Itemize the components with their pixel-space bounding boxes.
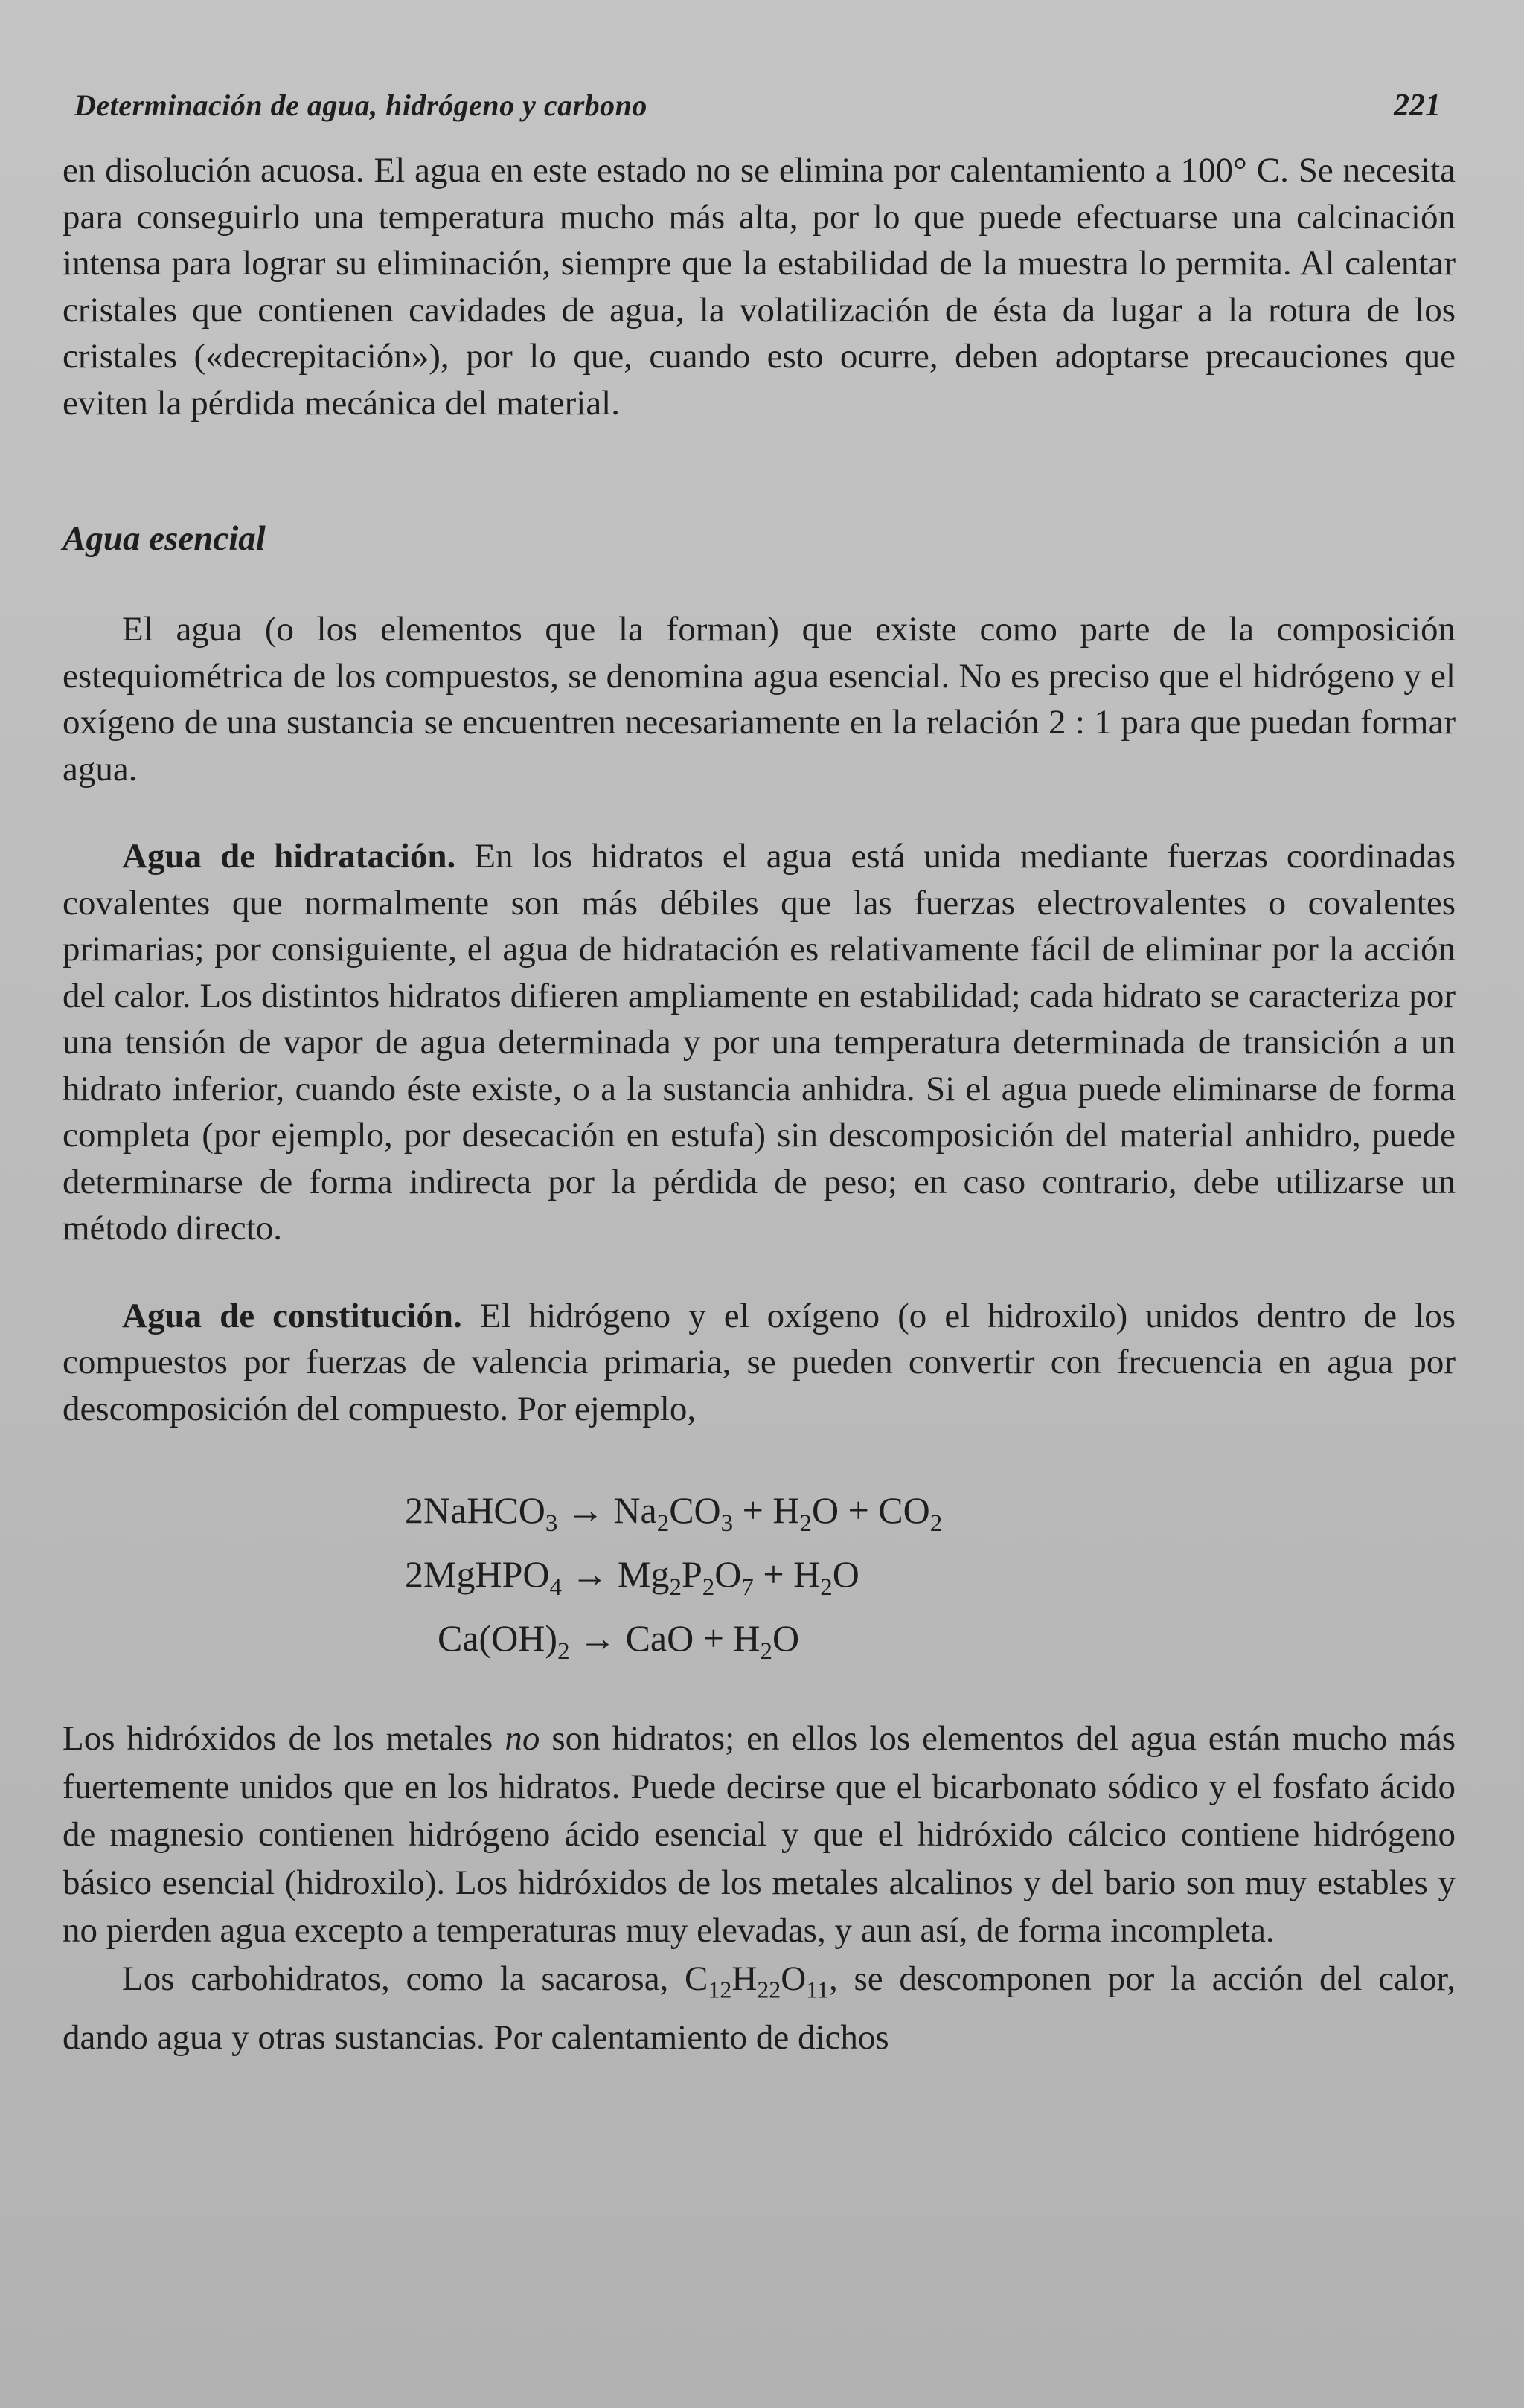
constitution-label: Agua de constitución. xyxy=(122,1296,462,1335)
hydration-text: En los hidratos el agua está unida mediante fuerzas coordinadas covalentes que normalmente son más débiles que las fuerzas electrovalentes o covalentes primarias; por consiguiente, el agua de hidratación es relativamente fácil de eliminar por la acción del calor. Los distintos hidratos difieren ampliamente en estabilidad; cada hidrato se caracteriza por una tensión de vapor de agua determinada y por una temperatura determinada de transición a un hidrato inferior, cuando éste existe, o a la sustancia anhidra. Si el agua puede eliminarse de forma completa (por ejemplo, por desecación en estufa) sin descomposición del material anhidro, puede determinarse de forma indirecta por la pérdida de peso; en caso contrario, debe utilizarse un método directo. xyxy=(63,837,1456,1248)
text-span: Los carbohidratos, como la sacarosa, C xyxy=(122,1959,708,1998)
subscript: 12 xyxy=(708,1976,732,2003)
text-span: O xyxy=(781,1959,807,1998)
equation-text: + H xyxy=(733,1489,800,1531)
equation-text: 2NaHCO xyxy=(405,1489,545,1531)
equation-subscript: 2 xyxy=(929,1510,943,1537)
equation-subscript: 7 xyxy=(741,1574,754,1601)
text-span: H xyxy=(731,1959,758,1998)
carbohydrates-paragraph xyxy=(63,1955,1456,2062)
equation-text: CO xyxy=(669,1489,721,1531)
equation-text: → CaO + H xyxy=(569,1617,761,1659)
equation-subscript: 2 xyxy=(702,1574,715,1601)
equation-text: 2MgHPO xyxy=(405,1553,550,1595)
hydration-label: Agua de hidratación. xyxy=(122,837,456,876)
essential-water-paragraph: El agua (o los elementos que la forman) que existe como parte de la composición estequiométrica de los compuestos, se denomina agua esencial. No es preciso que el hidrógeno y el oxígeno de una sustancia se encuentren necesariamente en la relación 2 : 1 para que puedan formar agua. xyxy=(63,610,1456,789)
lower-body xyxy=(63,1715,1456,2062)
equation-text: Ca(OH) xyxy=(438,1617,558,1659)
constitution-text: El hidrógeno y el oxígeno (o el hidroxilo) unidos dentro de los compuestos por fuerzas de valencia primaria, se pueden convertir con frecuencia en agua por descomposición del compuesto. Por ejemplo, xyxy=(63,1296,1456,1428)
text-span: Los hidróxidos de los metales xyxy=(63,1719,493,1758)
equation-subscript: 2 xyxy=(820,1574,833,1601)
equation-line xyxy=(405,1606,1456,1670)
running-head xyxy=(74,88,1441,147)
hydroxides-paragraph xyxy=(63,1715,1456,1955)
intro-paragraph: en disolución acuosa. El agua en este estado no se elimina por calentamiento a 100° C. Se necesita para conseguirlo una temperatura mucho más alta, por lo que puede efectuarse una calcinación intensa para lograr su eliminación, siempre que la estabilidad de la muestra lo permita. Al calentar cristales que contienen cavidades de agua, la volatilización de ésta da lugar a la rotura de los cristales («decrepitación»), por lo que, cuando esto ocurre, deben adoptarse precauciones que eviten la pérdida mecánica del material. xyxy=(63,151,1456,423)
equation-text: → Mg xyxy=(561,1553,670,1595)
equation-subscript: 2 xyxy=(760,1638,773,1665)
equation-subscript: 2 xyxy=(656,1510,670,1537)
equation-text: O xyxy=(772,1617,800,1659)
equation-line xyxy=(405,1542,1456,1606)
section-heading: Agua esencial xyxy=(63,519,266,558)
running-title: Determinación de agua, hidrógeno y carbono xyxy=(74,89,647,122)
equation-text: O xyxy=(714,1553,742,1595)
page-number: 221 xyxy=(1394,89,1441,123)
equation-subscript: 2 xyxy=(669,1574,682,1601)
subscript: 22 xyxy=(757,1976,781,2003)
constitution-paragraph xyxy=(63,1293,1456,1433)
equation-subscript: 4 xyxy=(549,1574,562,1601)
equation-line xyxy=(405,1478,1456,1542)
equation-subscript: 2 xyxy=(557,1638,570,1665)
text-span: , se descomponen por la acción del calor, dando agua y otras sustancias. Por calentamiento de dichos xyxy=(63,1959,1456,2058)
equation-text: P xyxy=(681,1553,702,1595)
subscript: 11 xyxy=(806,1976,829,2003)
equation-block xyxy=(63,1478,1456,1670)
emphasis-no: no xyxy=(505,1719,540,1758)
text-span: son hidratos; en ellos los elementos del agua están mucho más fuertemente unidos que en los hidratos. Puede decirse que el bicarbonato sódico y el fosfato ácido de magnesio contienen hidrógeno ácido esencial y que el hidróxido cálcico contiene hidrógeno básico esencial (hidroxilo). Los hidróxidos de los metales alcalinos y del bario son muy estables y no pierden agua excepto a temperaturas muy elevadas, y aun así, de forma incompleta. xyxy=(63,1719,1456,1950)
equation-subscript: 2 xyxy=(799,1510,812,1537)
hydration-paragraph xyxy=(63,833,1456,1252)
equation-text: → Na xyxy=(557,1489,657,1531)
equation-subscript: 3 xyxy=(720,1510,734,1537)
equation-text: + H xyxy=(753,1553,821,1595)
equation-text: O + CO xyxy=(811,1489,930,1531)
equation-text: O xyxy=(832,1553,859,1595)
equation-subscript: 3 xyxy=(545,1510,558,1537)
